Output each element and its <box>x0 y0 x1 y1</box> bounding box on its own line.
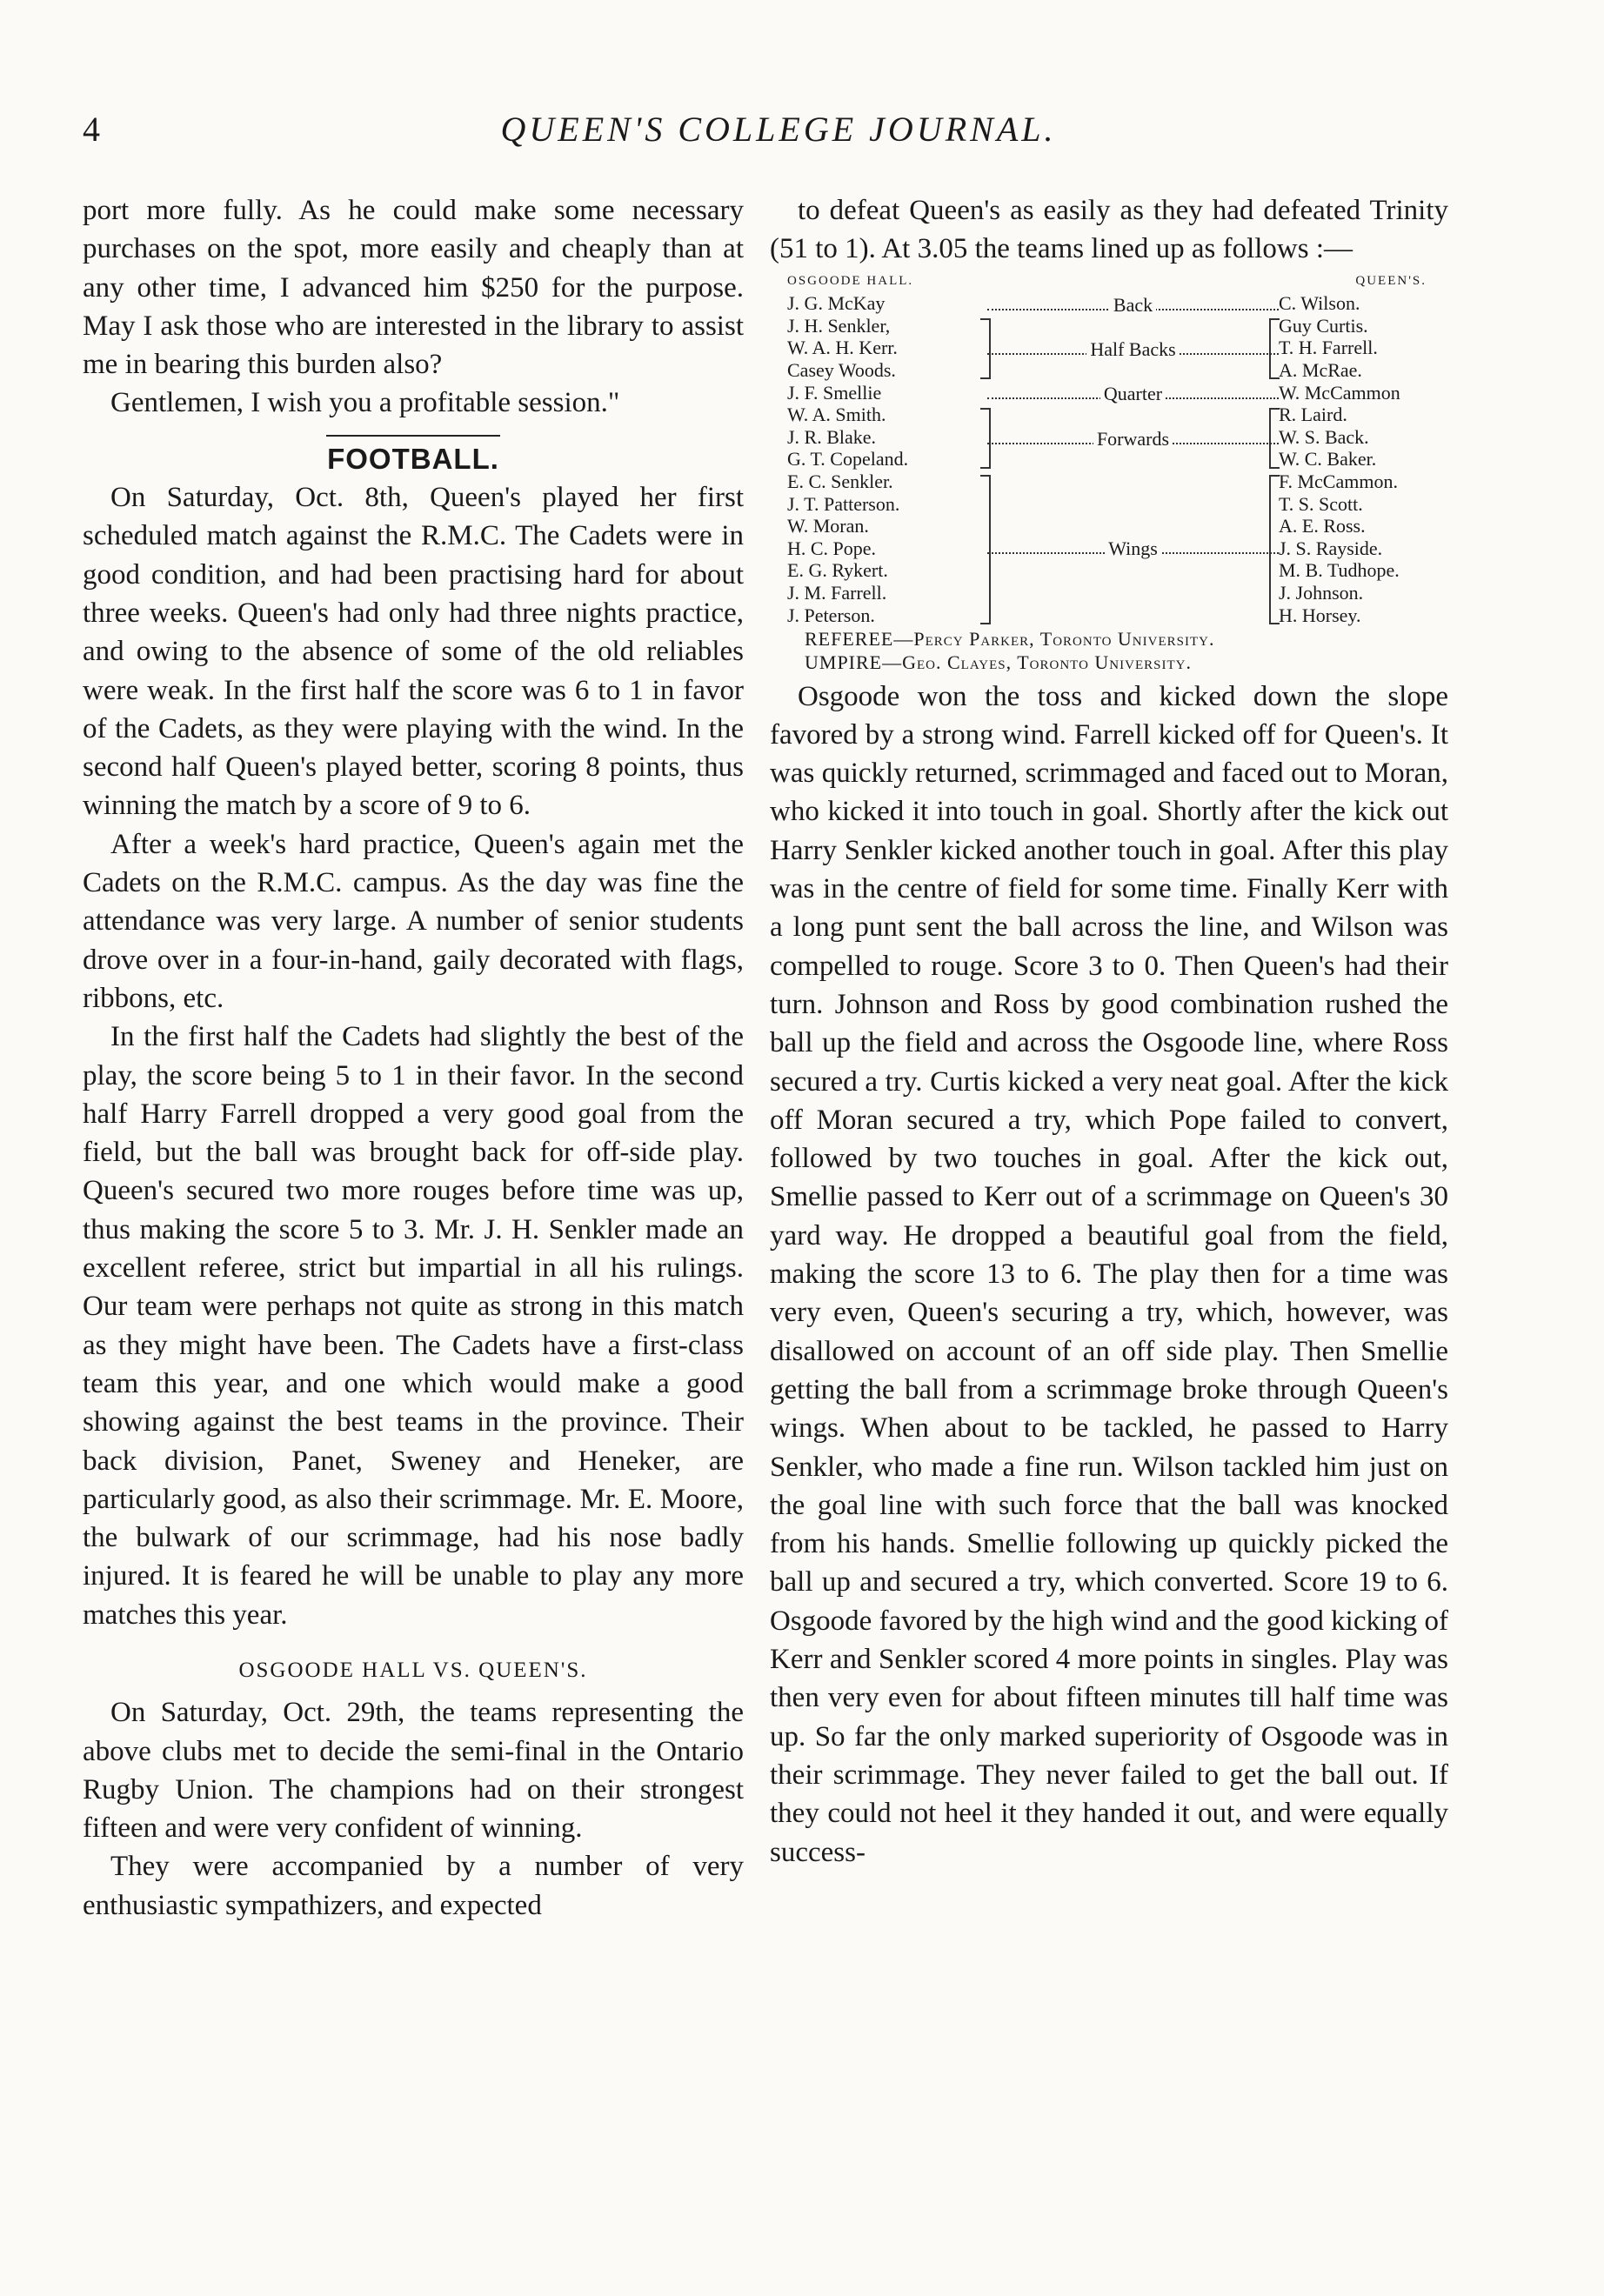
player-name: W. S. Back. <box>1279 425 1369 448</box>
player-name: A. E. Ross. <box>1279 515 1366 537</box>
page-number: 4 <box>83 110 100 149</box>
player-name: J. H. Senkler, <box>787 314 891 337</box>
player-name: W. Moran. <box>787 515 869 537</box>
player-name: H. Horsey. <box>1279 604 1361 626</box>
lineup-osgoode <box>787 270 987 627</box>
player-name: J. T. Patterson. <box>787 492 900 515</box>
player-name: C. Wilson. <box>1279 292 1360 315</box>
player-name: T. H. Farrell. <box>1279 337 1378 359</box>
paragraph: port more fully. As he could make some necessary purchases on the spot, more easily and cheaply than at any other time, I advanced him $250 for the purpose. May I ask those who are interested in the library to assist me in bearing this burden also? <box>83 195 744 381</box>
position-wings: Wings <box>1105 537 1161 559</box>
player-name: J. M. Farrell. <box>787 581 887 604</box>
section-rule <box>326 435 500 437</box>
team-lineup <box>770 270 1448 627</box>
paragraph: In the first half the Cadets had slightly the best of the play, the score being 5 to 1 in their favor. In the second half Harry Farrell dropped a very good goal from the field, but the ball was brought back for off-side play. Queen's secured two more rouges before time was up, thus making the score 5 to 3. Mr. J. H. Senkler made an excellent referee, strict but impartial in all his rulings. Our team were perhaps not quite as strong in this match as they might have been. The Cadets have a first-class team this year, and one which would make a good showing against the best teams in the province. Their back division, Panet, Sweney and Heneker, are particularly good, as also their scrimmage. Mr. E. Moore, the bulwark of our scrimmage, had his nose badly injured. It is feared he will be unable to play any more matches this year. <box>83 1021 744 1631</box>
player-name: W. A. H. Kerr. <box>787 337 898 359</box>
match-officials <box>770 627 1448 674</box>
subsection-heading: OSGOODE HALL VS. QUEEN'S. <box>238 1658 588 1682</box>
player-name: H. C. Pope. <box>787 537 877 559</box>
umpire-line: UMPIRE—Geo. Clayes, Toronto University. <box>805 651 1192 673</box>
player-name: Guy Curtis. <box>1279 314 1368 337</box>
paragraph: After a week's hard practice, Queen's again met the Cadets on the R.M.C. campus. As the day was fine the attendance was very large. A number of senior students drove over in a four-in-hand, gaily decorated with flags, ribbons, etc. <box>83 828 744 1014</box>
paragraph: Gentlemen, I wish you a profitable session." <box>110 387 620 419</box>
paragraph: On Saturday, Oct. 8th, Queen's played her first scheduled match against the R.M.C. The Cadets were in good condition, and had been practising hard for about three weeks. Queen's had only had three nights practice, and owing to the absence of some of the old reliables were weak. In the first half the score was 6 to 1 in favor of the Cadets, as they were playing with the wind. In the second half Queen's played better, scoring 8 points, thus winning the match by a score of 9 to 6. <box>83 482 744 822</box>
player-name: J. Johnson. <box>1279 581 1364 604</box>
lineup-queens <box>1279 270 1453 627</box>
page-header <box>83 109 1474 161</box>
player-name: J. G. McKay <box>787 292 886 315</box>
position-label <box>987 338 1279 361</box>
team-header-queens: QUEEN'S. <box>1355 273 1427 288</box>
referee-line: REFEREE—Percy Parker, Toronto University. <box>805 627 1215 650</box>
player-name: M. B. Tudhope. <box>1279 559 1400 582</box>
player-name: E. G. Rykert. <box>787 559 888 582</box>
player-name: W. C. Baker. <box>1279 448 1377 471</box>
player-name: J. Peterson. <box>787 604 875 626</box>
player-name: E. C. Senkler. <box>787 470 893 492</box>
team-header-osgoode: OSGOODE HALL. <box>787 273 914 288</box>
paragraph: They were accompanied by a number of very enthusiastic sympathizers, and expected <box>83 1851 744 1921</box>
left-column <box>83 191 744 1925</box>
player-name: W. McCammon <box>1279 381 1400 404</box>
paragraph: On Saturday, Oct. 29th, the teams representing the above clubs met to decide the semi-final in the Ontario Rugby Union. The champions had on their strongest fifteen and were very confident of winning. <box>83 1697 744 1845</box>
position-half-backs: Half Backs <box>1086 338 1179 360</box>
position-label <box>987 383 1279 405</box>
position-label <box>987 537 1279 560</box>
player-name: A. McRae. <box>1279 358 1362 381</box>
right-column <box>770 191 1448 1872</box>
player-name: W. A. Smith. <box>787 404 886 426</box>
position-label <box>987 428 1279 451</box>
running-title: QUEEN'S COLLEGE JOURNAL. <box>500 110 1057 149</box>
player-name: Casey Woods. <box>787 358 896 381</box>
paragraph: to defeat Queen's as easily as they had defeated Trinity (51 to 1). At 3.05 the teams lined up as follows :— <box>770 195 1448 265</box>
player-name: J. S. Rayside. <box>1279 537 1383 559</box>
player-name: J. R. Blake. <box>787 425 877 448</box>
player-name: G. T. Copeland. <box>787 448 909 471</box>
player-name: F. McCammon. <box>1279 470 1398 492</box>
paragraph: Osgoode won the toss and kicked down the slope favored by a strong wind. Farrell kicked off for Queen's. It was quickly returned, scrimmaged and faced out to Moran, who kicked it into touch in goal. Shortly after the kick out Harry Senkler kicked another touch in goal. After this play was in the centre of field for some time. Finally Kerr with a long punt sent the ball across the line, and Wilson was compelled to rouge. Score 3 to 0. Then Queen's had their turn. Johnson and Ross by good combination rushed the ball up the field and across the Osgoode line, where Ross secured a try. Curtis kicked a very neat goal. After the kick off Moran secured a try, which Pope failed to convert, followed by two touches in goal. After the kick out, Smellie passed to Kerr out of a scrimmage on Queen's 30 yard way. He dropped a beautiful goal from the field, making the score 13 to 6. The play then for a time was very even, Queen's securing a try, which, however, was disallowed on account of an off side play. Then Smellie getting the ball from a scrimmage broke through Queen's wings. When about to be tackled, he passed to Harry Senkler, who made a fine run. Wilson tackled him just on the goal line with such force that the ball was knocked from his hands. Smellie following up quickly picked the ball up and secured a try, which converted. Score 19 to 6. Osgoode favored by the high wind and the good kicking of Kerr and Senkler scored 4 more points in singles. Play was then very even for about fifteen minutes till half time was up. So far the only marked superiority of Osgoode was in their scrimmage. They never failed to get the ball out. If they could not heel it they handed it out, and were equally success- <box>770 680 1448 1868</box>
section-heading: FOOTBALL. <box>327 442 499 475</box>
player-name: R. Laird. <box>1279 404 1347 426</box>
position-back: Back <box>1110 294 1156 316</box>
player-name: T. S. Scott. <box>1279 492 1363 515</box>
player-name: J. F. Smellie <box>787 381 882 404</box>
position-forwards: Forwards <box>1093 428 1173 450</box>
position-label <box>987 294 1279 317</box>
position-quarter: Quarter <box>1100 383 1166 404</box>
